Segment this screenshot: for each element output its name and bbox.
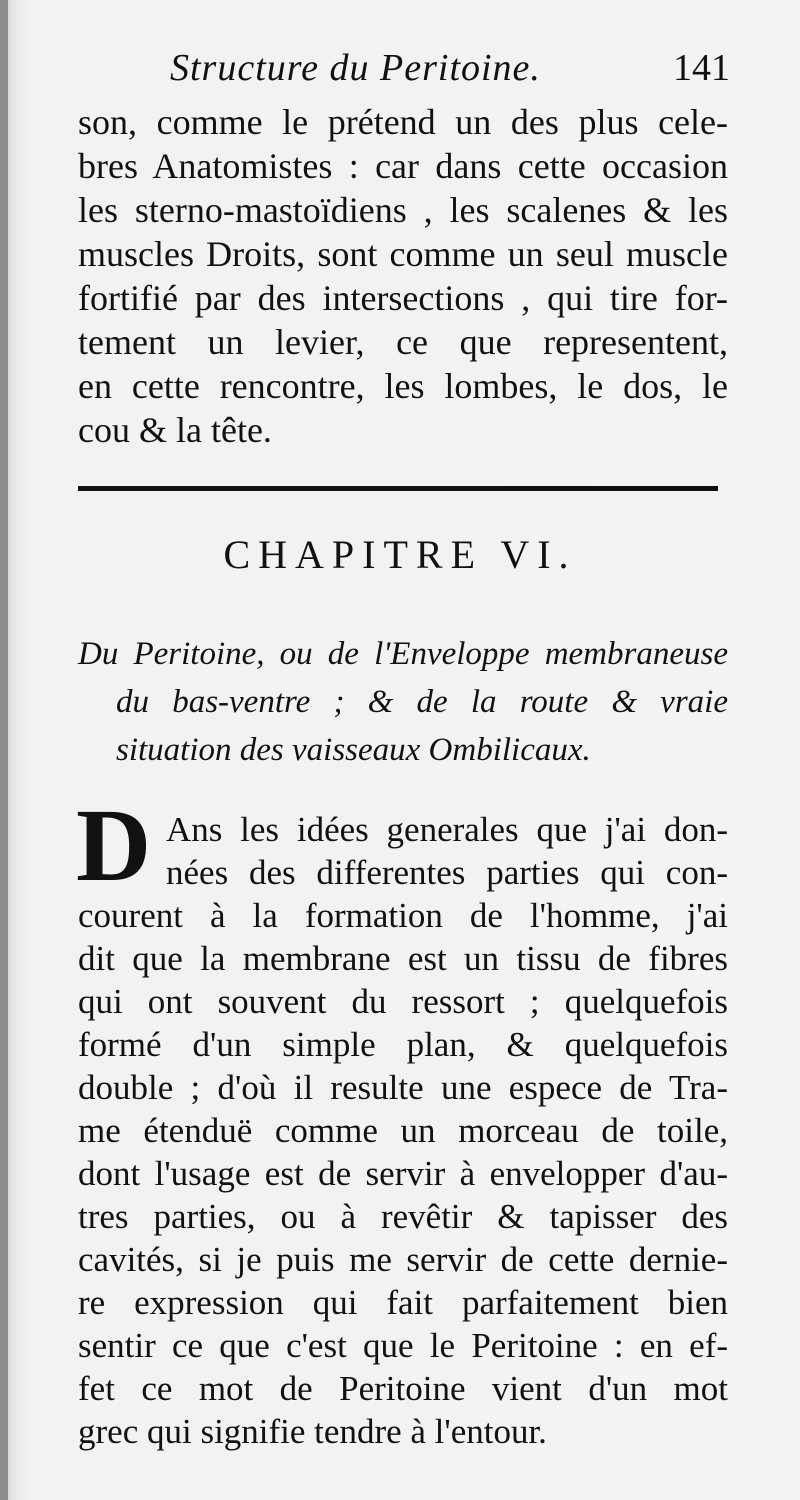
section-divider-rule <box>78 486 718 491</box>
text-line: muscles Droits, sont comme un seul muscle <box>78 234 728 274</box>
page-header <box>170 40 730 98</box>
subtitle-line: du bas-ventre ; & de la route & vraie <box>116 684 728 720</box>
dropcap-letter: D <box>76 788 152 903</box>
text-line: courent à la formation de l'homme, j'ai <box>78 896 728 935</box>
text-line: cavités, si je puis me servir de cette dernie- <box>78 1240 728 1279</box>
text-line: bres Anatomistes : car dans cette occasion <box>78 146 728 186</box>
text-line: formé d'un simple plan, & quelquefois <box>78 1025 728 1064</box>
text-line: fortifié par des intersections , qui tire for- <box>78 278 728 318</box>
text-line: Ans les idées generales que j'ai don- <box>166 810 728 849</box>
text-line: dit que la membrane est un tissu de fibres <box>78 939 728 978</box>
text-line: son, comme le prétend un des plus cele- <box>78 102 728 142</box>
page-number: 141 <box>673 47 730 89</box>
text-line: en cette rencontre, les lombes, le dos, le <box>78 366 728 406</box>
running-head: Structure du Peritoine. <box>170 47 541 89</box>
chapter-title: CHAPITRE VI. <box>223 532 577 577</box>
text-line: dont l'usage est de servir à envelopper d'au- <box>78 1154 728 1193</box>
text-line: re expression qui fait parfaitement bien <box>78 1283 728 1322</box>
text-line: grec qui signifie tendre à l'entour. <box>78 1412 547 1451</box>
text-line: me étenduë comme un morceau de toile, <box>78 1111 728 1150</box>
continuation-paragraph <box>78 100 728 452</box>
text-line: sentir ce que c'est que le Peritoine : en ef- <box>78 1326 728 1365</box>
text-line: fet ce mot de Peritoine vient d'un mot <box>78 1369 728 1408</box>
body-paragraph <box>78 808 728 1453</box>
text-line: nées des differentes parties qui con- <box>166 853 728 892</box>
text-line: les sterno-mastoïdiens , les scalenes & les <box>78 190 728 230</box>
subtitle-line: situation des vaisseaux Ombilicaux. <box>116 732 591 768</box>
text-line: tement un levier, ce que representent, <box>78 322 728 362</box>
text-line: qui ont souvent du ressort ; quelquefois <box>78 982 728 1021</box>
text-line: tres parties, ou à revêtir & tapisser des <box>78 1197 728 1236</box>
book-gutter-shadow <box>0 0 8 1500</box>
subtitle-line: Du Peritoine, ou de l'Enveloppe membraneuse <box>78 636 728 672</box>
chapter-subtitle <box>78 630 728 774</box>
text-line: double ; d'où il resulte une espece de Tra- <box>78 1068 728 1107</box>
text-line: cou & la tête. <box>78 410 272 450</box>
